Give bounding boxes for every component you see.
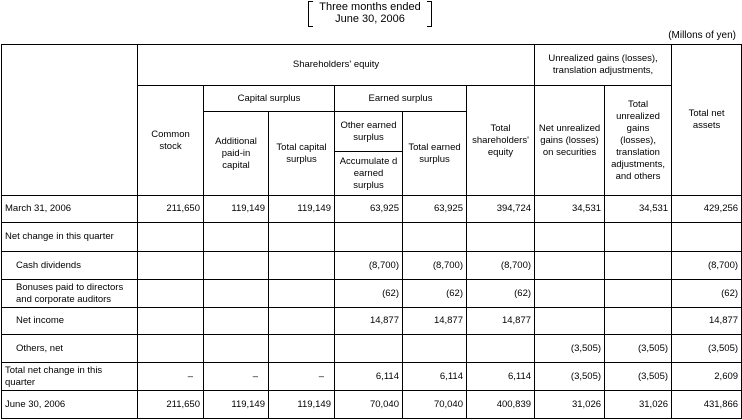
cell-total-earned: (62): [403, 280, 467, 308]
cell-total-unrealized: (3,505): [605, 363, 672, 391]
cell-total-net-assets: 2,609: [672, 363, 742, 391]
cell-additional-paid-in: [204, 223, 269, 252]
cell-total-capital-surplus: 119,149: [269, 391, 335, 419]
cell-total-earned: 6,114: [403, 363, 467, 391]
cell-net-unrealized: (3,505): [535, 335, 605, 363]
equity-statement-table: [1, 44, 742, 419]
row-label: June 30, 2006: [2, 391, 138, 419]
cell-total-net-assets: (8,700): [672, 252, 742, 280]
cell-total-net-assets: 14,877: [672, 308, 742, 335]
cell-total-earned: 14,877: [403, 308, 467, 335]
cell-additional-paid-in: [204, 280, 269, 308]
cell-common-stock: [138, 335, 204, 363]
cell-total-capital-surplus: [269, 252, 335, 280]
cell-total-capital-surplus: [269, 335, 335, 363]
cell-total-shareholders-equity: 14,877: [467, 308, 535, 335]
cell-net-unrealized: [535, 280, 605, 308]
cell-total-earned: 63,925: [403, 196, 467, 223]
cell-accumulated-earned: (62): [335, 280, 403, 308]
table-row: [2, 280, 742, 308]
period-line-2: June 30, 2006: [335, 13, 405, 25]
cell-total-earned: (8,700): [403, 252, 467, 280]
units-label: (Millons of yen): [668, 30, 736, 41]
table-row: [2, 391, 742, 419]
cell-accumulated-earned: 14,877: [335, 308, 403, 335]
cell-accumulated-earned: (8,700): [335, 252, 403, 280]
cell-common-stock: 211,650: [138, 391, 204, 419]
cell-common-stock: –: [138, 363, 204, 391]
cell-net-unrealized: [535, 308, 605, 335]
row-label: Others, net: [2, 335, 138, 363]
period-text: [305, 1, 435, 25]
cell-total-shareholders-equity: 394,724: [467, 196, 535, 223]
table-row: [2, 308, 742, 335]
total-earned-surplus-header: Total earned surplus: [403, 112, 467, 196]
cell-total-net-assets: 429,256: [672, 196, 742, 223]
row-label: Cash dividends: [2, 252, 138, 280]
row-label: Net income: [2, 308, 138, 335]
cell-total-shareholders-equity: 400,839: [467, 391, 535, 419]
cell-total-capital-surplus: 119,149: [269, 196, 335, 223]
cell-common-stock: [138, 223, 204, 252]
table-row: [2, 335, 742, 363]
cell-net-unrealized: 34,531: [535, 196, 605, 223]
cell-total-unrealized: (3,505): [605, 335, 672, 363]
cell-additional-paid-in: [204, 252, 269, 280]
period-header: [305, 0, 435, 26]
row-label: Bonuses paid to directors and corporate auditors: [2, 280, 138, 308]
cell-total-net-assets: (3,505): [672, 335, 742, 363]
cell-total-unrealized: [605, 223, 672, 252]
cell-net-unrealized: [535, 223, 605, 252]
cell-additional-paid-in: 119,149: [204, 196, 269, 223]
cell-total-capital-surplus: [269, 223, 335, 252]
other-earned-surplus-header: Other earned surplus: [335, 112, 403, 152]
cell-net-unrealized: (3,505): [535, 363, 605, 391]
cell-total-unrealized: 31,026: [605, 391, 672, 419]
header-row-1: [2, 45, 742, 86]
cell-accumulated-earned: [335, 223, 403, 252]
table-row: [2, 196, 742, 223]
cell-total-shareholders-equity: (62): [467, 280, 535, 308]
row-label: March 31, 2006: [2, 196, 138, 223]
cell-additional-paid-in: –: [204, 363, 269, 391]
cell-total-earned: [403, 335, 467, 363]
cell-total-unrealized: [605, 252, 672, 280]
cell-total-unrealized: [605, 308, 672, 335]
common-stock-header: Common stock: [138, 86, 204, 196]
additional-paid-in-header: Additional paid-in capital: [204, 112, 269, 196]
cell-additional-paid-in: [204, 335, 269, 363]
total-capital-surplus-header: Total capital surplus: [269, 112, 335, 196]
table-row: [2, 252, 742, 280]
table-row: [2, 363, 742, 391]
cell-additional-paid-in: [204, 308, 269, 335]
cell-total-unrealized: [605, 280, 672, 308]
earned-surplus-header: Earned surplus: [335, 86, 467, 112]
total-unrealized-header: Total unrealized gains (losses), translation adjustments, and others: [605, 86, 672, 196]
cell-total-shareholders-equity: [467, 223, 535, 252]
cell-total-capital-surplus: [269, 280, 335, 308]
cell-total-capital-surplus: –: [269, 363, 335, 391]
cell-additional-paid-in: 119,149: [204, 391, 269, 419]
period-line-1: Three months ended: [319, 1, 421, 13]
cell-total-net-assets: [672, 223, 742, 252]
cell-total-shareholders-equity: 6,114: [467, 363, 535, 391]
total-net-assets-header: Total net assets: [672, 45, 742, 196]
cell-total-unrealized: 34,531: [605, 196, 672, 223]
cell-common-stock: [138, 280, 204, 308]
cell-total-shareholders-equity: (8,700): [467, 252, 535, 280]
cell-total-earned: 70,040: [403, 391, 467, 419]
cell-total-net-assets: (62): [672, 280, 742, 308]
capital-surplus-header: Capital surplus: [204, 86, 335, 112]
cell-common-stock: [138, 252, 204, 280]
cell-accumulated-earned: 6,114: [335, 363, 403, 391]
net-unrealized-gains-header: Net unrealized gains (losses) on securities: [535, 86, 605, 196]
row-label: Net change in this quarter: [2, 223, 138, 252]
table-row: [2, 223, 742, 252]
cell-accumulated-earned: 63,925: [335, 196, 403, 223]
cell-accumulated-earned: [335, 335, 403, 363]
row-label: Total net change in this quarter: [2, 363, 138, 391]
accumulated-earned-surplus-header: Accumulate d earned surplus: [335, 152, 403, 196]
cell-net-unrealized: [535, 252, 605, 280]
cell-total-capital-surplus: [269, 308, 335, 335]
cell-total-shareholders-equity: [467, 335, 535, 363]
cell-common-stock: 211,650: [138, 196, 204, 223]
cell-total-earned: [403, 223, 467, 252]
cell-total-net-assets: 431,866: [672, 391, 742, 419]
unrealized-group-header: Unrealized gains (losses), translation adjustments,: [535, 45, 672, 86]
cell-net-unrealized: 31,026: [535, 391, 605, 419]
shareholders-equity-header: Shareholders' equity: [138, 45, 535, 86]
cell-common-stock: [138, 308, 204, 335]
total-shareholders-equity-header: Total shareholders' equity: [467, 86, 535, 196]
row-label-header: [2, 45, 138, 196]
cell-accumulated-earned: 70,040: [335, 391, 403, 419]
